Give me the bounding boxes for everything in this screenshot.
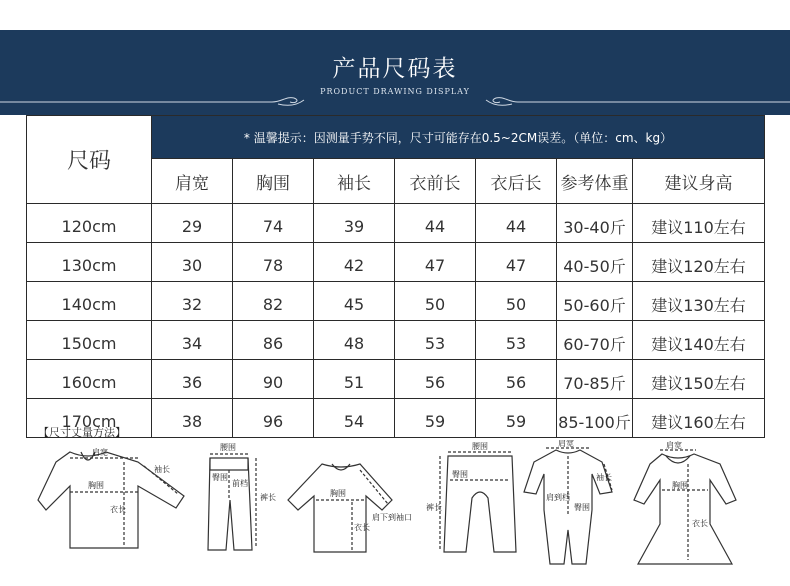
table-cell: 38 [152,399,233,438]
infant-pants-illustration [440,452,516,552]
size-cell: 140cm [27,282,152,321]
size-rows [27,204,765,438]
table-cell: 85-100斤 [557,399,633,438]
size-cell: 120cm [27,204,152,243]
column-header: 建议身高 [633,159,765,204]
dress-illustration [634,450,736,564]
raglan-top-illustration [288,464,392,552]
table-cell: 40-50斤 [557,243,633,282]
table-cell: 34 [152,321,233,360]
header-banner [0,30,790,115]
table-cell: 59 [395,399,476,438]
table-cell: 47 [395,243,476,282]
size-cell: 170cm [27,399,152,438]
label-pants-length-4: 裤长 [426,503,442,512]
table-cell: 48 [314,321,395,360]
table-row [27,360,765,399]
measurement-notice: * 温馨提示：因测量手势不同，尺寸可能存在0.5~2CM误差。（单位：cm、kg） [152,116,765,159]
table-cell: 30-40斤 [557,204,633,243]
table-row [27,321,765,360]
label-hip-5: 臀围 [574,503,590,512]
table-cell: 30 [152,243,233,282]
column-header: 胸围 [233,159,314,204]
label-sleeve-1: 袖长 [154,465,170,474]
table-cell: 53 [395,321,476,360]
table-row [27,282,765,321]
label-length-6: 衣长 [692,519,708,528]
label-hip-4: 臀围 [452,470,468,479]
label-shoulder-6: 肩宽 [666,441,682,450]
table-cell: 50-60斤 [557,282,633,321]
table-cell: 60-70斤 [557,321,633,360]
column-header: 衣前长 [395,159,476,204]
table-cell: 74 [233,204,314,243]
table-cell: 36 [152,360,233,399]
column-header: 肩宽 [152,159,233,204]
table-cell: 45 [314,282,395,321]
page-subtitle: PRODUCT DRAWING DISPLAY [320,87,470,96]
table-cell: 51 [314,360,395,399]
table-cell: 39 [314,204,395,243]
table-cell: 建议160左右 [633,399,765,438]
label-chest-3: 胸围 [330,489,346,498]
table-cell: 建议110左右 [633,204,765,243]
measurement-illustrations [26,440,764,580]
label-waist-2: 腰围 [220,443,236,452]
table-row [27,204,765,243]
size-cell: 160cm [27,360,152,399]
table-row [27,399,765,438]
table-cell: 50 [395,282,476,321]
pants-illustration [208,454,256,550]
table-cell: 56 [395,360,476,399]
label-shoulder-1: 肩宽 [92,448,108,457]
table-cell: 42 [314,243,395,282]
size-header: 尺码 [27,116,152,204]
label-shoulder-5: 肩宽 [558,440,574,448]
table-cell: 建议130左右 [633,282,765,321]
table-cell: 44 [476,204,557,243]
table-cell: 78 [233,243,314,282]
table-cell: 53 [476,321,557,360]
size-cell: 130cm [27,243,152,282]
table-row [27,243,765,282]
column-header: 袖长 [314,159,395,204]
table-cell: 56 [476,360,557,399]
table-cell: 建议140左右 [633,321,765,360]
table-cell: 54 [314,399,395,438]
table-cell: 29 [152,204,233,243]
table-cell: 建议120左右 [633,243,765,282]
label-waist-4: 腰围 [472,442,488,451]
label-length-3: 衣长 [354,523,370,532]
table-cell: 70-85斤 [557,360,633,399]
table-cell: 59 [476,399,557,438]
size-chart-table [26,115,765,438]
label-hip-2: 臀围 [212,473,228,482]
label-bust-to-seat-5: 肩到档 [546,493,570,502]
column-header: 衣后长 [476,159,557,204]
table-cell: 47 [476,243,557,282]
label-front-rise-2: 前档 [232,479,248,488]
table-cell: 44 [395,204,476,243]
table-cell: 50 [476,282,557,321]
measure-method-title: 【尺寸丈量方法】 [38,426,126,439]
table-cell: 90 [233,360,314,399]
table-cell: 96 [233,399,314,438]
label-pants-length-2: 裤长 [260,493,276,502]
table-cell: 82 [233,282,314,321]
table-cell: 32 [152,282,233,321]
label-length-1: 衣长 [110,505,126,514]
romper-illustration [524,448,612,564]
label-sleeve-5: 袖长 [596,473,612,482]
table-cell: 86 [233,321,314,360]
column-header: 参考体重 [557,159,633,204]
label-hem-to-cuff-3: 肩下到袖口 [372,513,412,522]
page-title: 产品尺码表 [332,56,458,82]
table-cell: 建议150左右 [633,360,765,399]
size-cell: 150cm [27,321,152,360]
label-chest-6: 胸围 [672,481,688,490]
label-chest-1: 胸围 [88,481,104,490]
